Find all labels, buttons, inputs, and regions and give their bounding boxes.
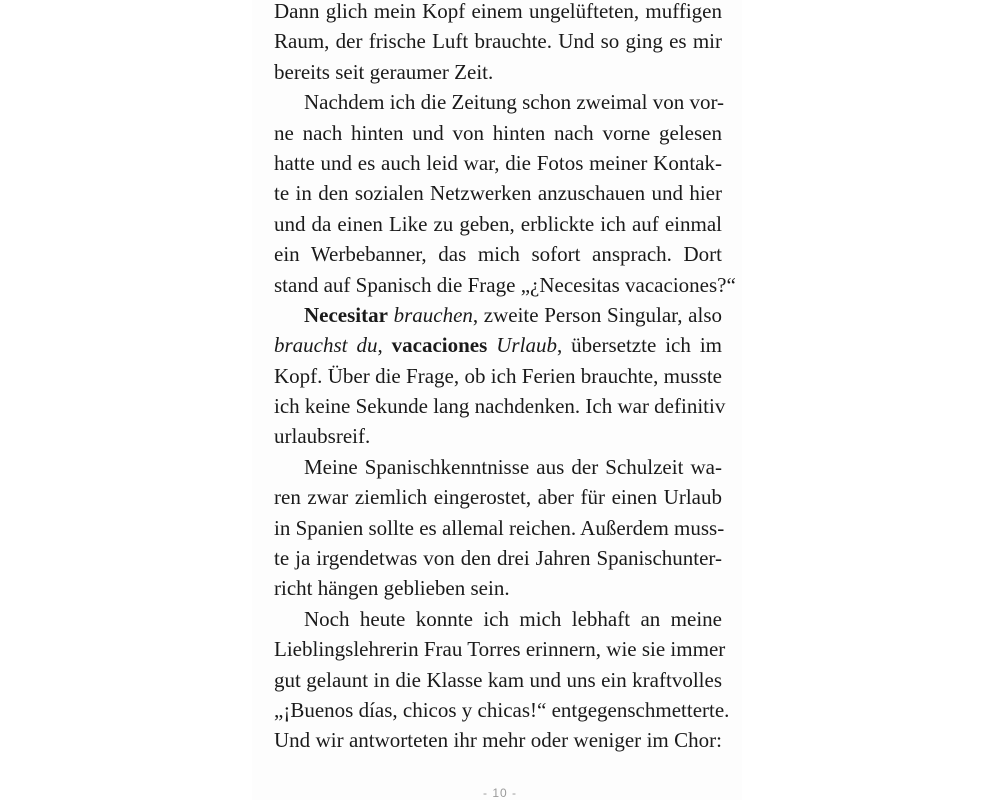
vocab-term-spanish: vacaciones [391,333,488,358]
text-line [274,330,722,360]
vocab-translation: brauchst du [274,333,378,358]
text-line [274,300,722,330]
text-line: Raum, der frische Luft brauchte. Und so ging es mir [274,29,722,54]
text-line: stand auf Spanisch die Frage „¿Necesitas vacaciones?“ [274,272,736,297]
text-line: hatte und es auch leid war, die Fotos meiner Kontak- [274,150,722,175]
text-line: ne nach hinten und von hinten nach vorne gelesen [274,120,722,145]
text-line: richt hängen geblieben sein. [274,576,510,601]
text-run: , [377,333,392,358]
text-line: gut gelaunt in die Klasse kam und uns ein kraftvolles [274,667,722,692]
text-line: te ja irgendetwas von den drei Jahren Spanischunter- [274,546,722,571]
body-text [274,0,736,756]
paragraph-1 [274,0,722,87]
text-run: , zweite Person Singular, also [472,302,722,327]
vocab-translation: Urlaub [496,333,557,358]
text-line: Kopf. Über die Frage, ob ich Ferien brauchte, musste [274,363,722,388]
paragraph-4 [274,452,725,604]
text-line: ein Werbebanner, das mich sofort ansprach. Dort [274,242,722,267]
text-line: bereits seit geraumer Zeit. [274,59,494,84]
text-run: , übersetzte ich im [556,333,722,358]
text-line: urlaubsreif. [274,424,371,449]
text-line: ren zwar ziemlich eingerostet, aber für einen Urlaub [274,485,722,510]
vocab-term-spanish: Necesitar [304,302,388,327]
text-line: Lieblingslehrerin Frau Torres erinnern, wie sie immer [274,637,726,662]
text-line: Noch heute konnte ich mich lebhaft an meine [304,606,722,631]
text-line: und da einen Like zu geben, erblickte ich auf einmal [274,211,722,236]
text-line: te in den sozialen Netzwerken anzuschauen und hier [274,181,722,206]
text-line: Dann glich mein Kopf einem ungelüfteten, muffigen [274,0,722,23]
paragraph-2 [274,87,736,300]
text-line: in Spanien sollte es allemal reichen. Außerdem muss- [274,515,725,540]
text-line: ich keine Sekunde lang nachdenken. Ich war definitiv [274,394,726,419]
text-line: „¡Buenos días, chicos y chicas!“ entgegenschmetterte. [274,697,730,722]
text-line: Nachdem ich die Zeitung schon zweimal von vor- [304,90,725,115]
vocab-translation: brauchen [393,302,473,327]
text-line: Und wir antworteten ihr mehr oder weniger im Chor: [274,728,722,753]
paragraph-3 [274,300,726,452]
text-line: Meine Spanischkenntnisse aus der Schulzeit wa- [304,454,722,479]
page-number: - 10 - [482,786,517,800]
paragraph-5 [274,604,730,756]
